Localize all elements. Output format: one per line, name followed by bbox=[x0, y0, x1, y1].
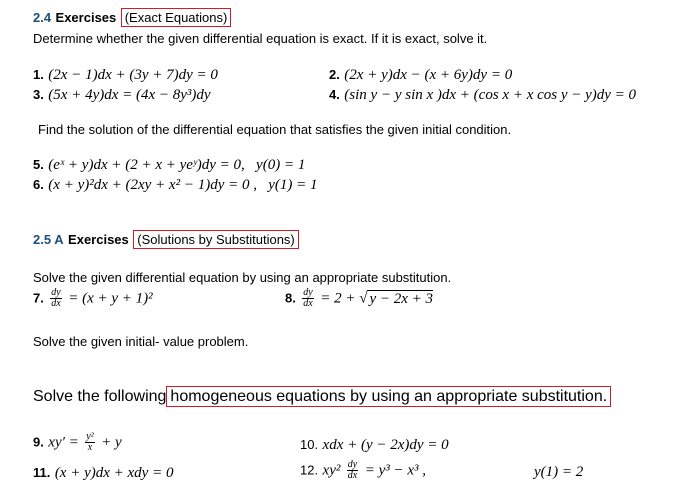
fraction-denominator: dx bbox=[303, 298, 313, 309]
equation-rhs: = y³ − x³ , bbox=[364, 462, 427, 479]
boxed-topic: homogeneous equations by using an appropriate substitution. bbox=[166, 386, 611, 407]
problem-8 bbox=[285, 288, 433, 309]
equation-lhs: xy′ = bbox=[48, 434, 79, 451]
fraction-denominator: dx bbox=[51, 298, 61, 309]
equation: xdx + (y − 2x)dy = 0 bbox=[322, 437, 449, 453]
problem-number: 12. bbox=[300, 462, 319, 478]
problem-5 bbox=[33, 156, 305, 174]
equation: (2x − 1)dx + (3y + 7)dy = 0 bbox=[48, 67, 218, 83]
instruction-ivp-2: Solve the given initial- value problem. bbox=[33, 334, 249, 349]
problem-number: 3. bbox=[33, 87, 44, 102]
homogeneous-header bbox=[33, 388, 611, 406]
fraction-numerator: dy bbox=[347, 459, 358, 470]
fraction-denominator: x bbox=[87, 442, 93, 453]
boxed-topic: (Exact Equations) bbox=[121, 8, 232, 27]
problem-number: 5. bbox=[33, 157, 44, 172]
section-number: 2.5 A bbox=[33, 232, 64, 247]
equation: (2x + y)dx − (x + 6y)dy = 0 bbox=[344, 67, 513, 83]
derivative-fraction bbox=[347, 460, 358, 481]
section-2-5-header bbox=[33, 231, 299, 249]
equation: (x + y)²dx + (2xy + x² − 1)dy = 0 , y(1) = 1 bbox=[48, 177, 318, 193]
problem-number: 6. bbox=[33, 177, 44, 192]
section-title: Exercises bbox=[68, 232, 129, 247]
homogeneous-lead: Solve the following bbox=[33, 388, 167, 405]
problem-3 bbox=[33, 86, 211, 104]
problem-number: 10. bbox=[300, 437, 319, 452]
instruction-exact: Determine whether the given differential equation is exact. If it is exact, solve it. bbox=[33, 31, 488, 46]
problem-number: 11. bbox=[33, 465, 51, 480]
fraction-numerator: dy bbox=[303, 287, 313, 298]
equation-lhs: xy² bbox=[322, 462, 341, 479]
fraction bbox=[85, 432, 94, 453]
derivative-fraction bbox=[50, 288, 61, 309]
equation: (eˣ + y)dx + (2 + x + yeʸ)dy = 0, y(0) = 1 bbox=[48, 157, 306, 173]
derivative-fraction bbox=[302, 288, 313, 309]
equation: (5x + 4y)dx = (4x − 8y³)dy bbox=[48, 87, 211, 103]
equation-rhs: + y bbox=[101, 434, 122, 451]
problem-number: 7. bbox=[33, 290, 44, 306]
problem-1 bbox=[33, 66, 218, 84]
fraction-numerator: y² bbox=[86, 431, 94, 442]
problem-6 bbox=[33, 176, 318, 194]
section-number: 2.4 bbox=[33, 10, 52, 25]
equation-rhs: = (x + y + 1)² bbox=[68, 290, 153, 307]
problem-number: 2. bbox=[329, 67, 340, 82]
problem-2 bbox=[329, 66, 512, 84]
problem-4 bbox=[329, 86, 636, 104]
equation: (x + y)dx + xdy = 0 bbox=[54, 465, 174, 481]
problem-number: 1. bbox=[33, 67, 44, 82]
problem-number: 8. bbox=[285, 290, 296, 306]
section-title: Exercises bbox=[55, 10, 117, 25]
fraction-numerator: dy bbox=[51, 287, 61, 298]
equation: (sin y − y sin x )dx + (cos x + x cos y − y)dy = 0 bbox=[344, 87, 637, 103]
problem-10 bbox=[300, 436, 449, 454]
problem-12 bbox=[300, 460, 426, 481]
problem-11 bbox=[33, 464, 173, 482]
equation-rhs: = 2 + bbox=[320, 290, 360, 307]
problem-number: 4. bbox=[329, 87, 340, 102]
initial-condition: y(1) = 2 bbox=[534, 464, 584, 480]
boxed-topic: (Solutions by Substitutions) bbox=[133, 230, 299, 249]
fraction-denominator: dx bbox=[347, 470, 358, 481]
instruction-substitution: Solve the given differential equation by using an appropriate substitution. bbox=[33, 270, 452, 285]
sqrt-radicand: y − 2x + 3 bbox=[369, 290, 433, 307]
problem-7 bbox=[33, 288, 153, 309]
instruction-ivp: Find the solution of the differential equation that satisfies the given initial condition. bbox=[38, 122, 512, 137]
problem-9 bbox=[33, 432, 122, 453]
problem-number: 9. bbox=[33, 434, 44, 450]
section-2-4-header bbox=[33, 9, 231, 27]
sqrt-icon: √ bbox=[359, 290, 368, 307]
